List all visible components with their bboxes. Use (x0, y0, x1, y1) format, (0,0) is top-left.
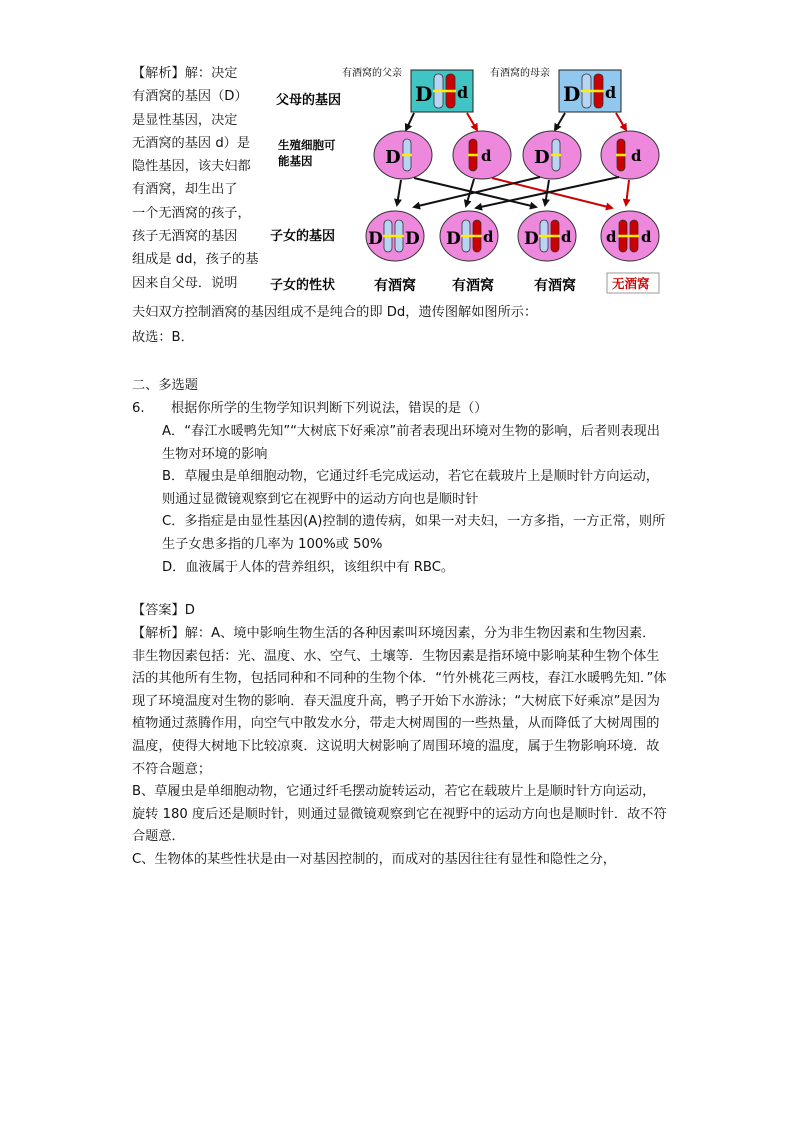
options-list (162, 421, 667, 579)
choose-answer-line: 故选：B． (132, 330, 194, 345)
intro-line: 是显性基因，决定 (132, 112, 238, 128)
inheritance-diagram-svg (264, 60, 684, 300)
svg-text:d: d (483, 228, 494, 246)
gamete-cell-d-father (453, 131, 511, 179)
analysis-c: C、生物体的某些性状是由一对基因控制的，而成对的基因往往有显性和隐性之分， (132, 851, 616, 867)
svg-text:D: D (405, 229, 420, 249)
svg-text:D: D (524, 229, 539, 249)
svg-text:d: d (606, 228, 617, 246)
gamete-cell-d-mother (601, 131, 659, 179)
svg-text:d: d (561, 228, 572, 246)
trait-label-3: 有酒窝 (534, 278, 576, 294)
child-cell-Dd-1 (440, 211, 498, 261)
trait-label-1: 有酒窝 (374, 278, 416, 294)
child-cell-Dd-2 (518, 211, 576, 261)
intro-line: 有酒窝，却生出了 (132, 182, 238, 198)
intro-line: 无酒窝的基因 d）是 (132, 135, 251, 151)
option-d: D．血液属于人体的营养组织，该组织中有 RBC。 (162, 559, 455, 575)
option-c: C．多指症是由显性基因(A)控制的遗传病，如果一对夫妇，一方多指，一方正常，则所生子女患多指的几率为 100%或 50% (162, 514, 666, 552)
svg-text:D: D (385, 147, 401, 168)
section-title: 二、多选题 (132, 378, 198, 393)
analysis-b: B、草履虫是单细胞动物，它通过纤毛摆动旋转运动，若它在载玻片上是顺时针方向运动，旋转 180 度后还是顺时针，则通过显微镜观察到它在视野中的运动方向也是顺时针．故不符合题意． (132, 784, 667, 845)
inheritance-diagram (264, 60, 684, 300)
mother-label: 有酒窝的母亲 (490, 68, 550, 79)
child-cell-DD (366, 211, 424, 261)
option-b: B．草履虫是单细胞动物，它通过纤毛完成运动，若它在载玻片上是顺时针方向运动，则通过显微镜观察到它在视野中的运动方向也是顺时针 (162, 469, 659, 507)
intro-line: 有酒窝的基因（D） (132, 89, 248, 105)
analysis-a: 【解析】解：A、境中影响生物生活的各种因素叫环境因素，分为非生物因素和生物因素．非生物因素包括：光、温度、水、空气、土壤等．生物因素是指环境中影响某种生物个体生活的其他所有生物，包括同种和不同种的生物个体．“竹外桃花三两枝，春江水暖鸭先知．”体现了环境温度对生物的影响．春天温度升高，鸭子开始下水游泳；“大树底下好乘凉”是因为植物通过蒸腾作用，向空气中散发水分，带走大树周围的一些热量，从而降低了大树周围的温度，使得大树地下比较凉爽．这说明大树影响了周围环境的温度，属于生物影响环境．故不符合题意； (132, 626, 667, 777)
trait-label-4: 无酒窝 (612, 276, 650, 291)
child-cell-dd (601, 211, 659, 261)
gamete-cell-D-father (374, 131, 432, 179)
row-label-child-traits: 子女的性状 (270, 278, 336, 293)
svg-text:d: d (481, 147, 492, 165)
intro-line: 组成是 dd，孩子的基 (132, 252, 259, 268)
father-genotype-box (411, 70, 473, 112)
svg-text:d: d (605, 83, 617, 102)
intro-column (132, 62, 264, 295)
row-label-parent-genes: 父母的基因 (276, 93, 342, 108)
svg-text:D: D (446, 229, 461, 249)
row-label-gamete-1: 生殖细胞可 (278, 138, 336, 152)
analysis-block (132, 623, 668, 872)
intro-line: 【解析】解：决定 (132, 66, 238, 81)
intro-continuation: 夫妇双方控制酒窝的基因组成不是纯合的即 Dd，遗传图解如图所示： (132, 305, 538, 320)
intro-line: 因来自父母．说明 (132, 275, 238, 291)
intro-line: 一个无酒窝的孩子， (132, 205, 251, 221)
answer-line: 【答案】D (132, 603, 195, 618)
intro-line: 隐性基因，该夫妇都 (132, 159, 251, 175)
gamete-cell-D-mother (523, 131, 581, 179)
svg-text:d: d (641, 228, 652, 246)
row-label-child-genes: 子女的基因 (270, 229, 336, 244)
trait-label-2: 有酒窝 (452, 278, 494, 294)
svg-text:D: D (368, 229, 383, 249)
svg-text:d: d (631, 147, 642, 165)
svg-text:D: D (415, 82, 433, 106)
father-label: 有酒窝的父亲 (342, 68, 402, 79)
option-a: A．“春江水暖鸭先知”“大树底下好乘凉”前者表现出环境对生物的影响，后者则表现出生物对环境的影响 (162, 424, 660, 462)
question-6: 6. 根据你所学的生物学知识判断下列说法，错误的是（） (132, 401, 488, 416)
svg-text:D: D (534, 147, 550, 168)
svg-text:d: d (457, 83, 469, 102)
mother-genotype-box (559, 70, 621, 112)
intro-line: 孩子无酒窝的基因 (132, 229, 238, 245)
row-label-gamete-2: 能基因 (278, 154, 313, 168)
svg-text:D: D (563, 82, 581, 106)
